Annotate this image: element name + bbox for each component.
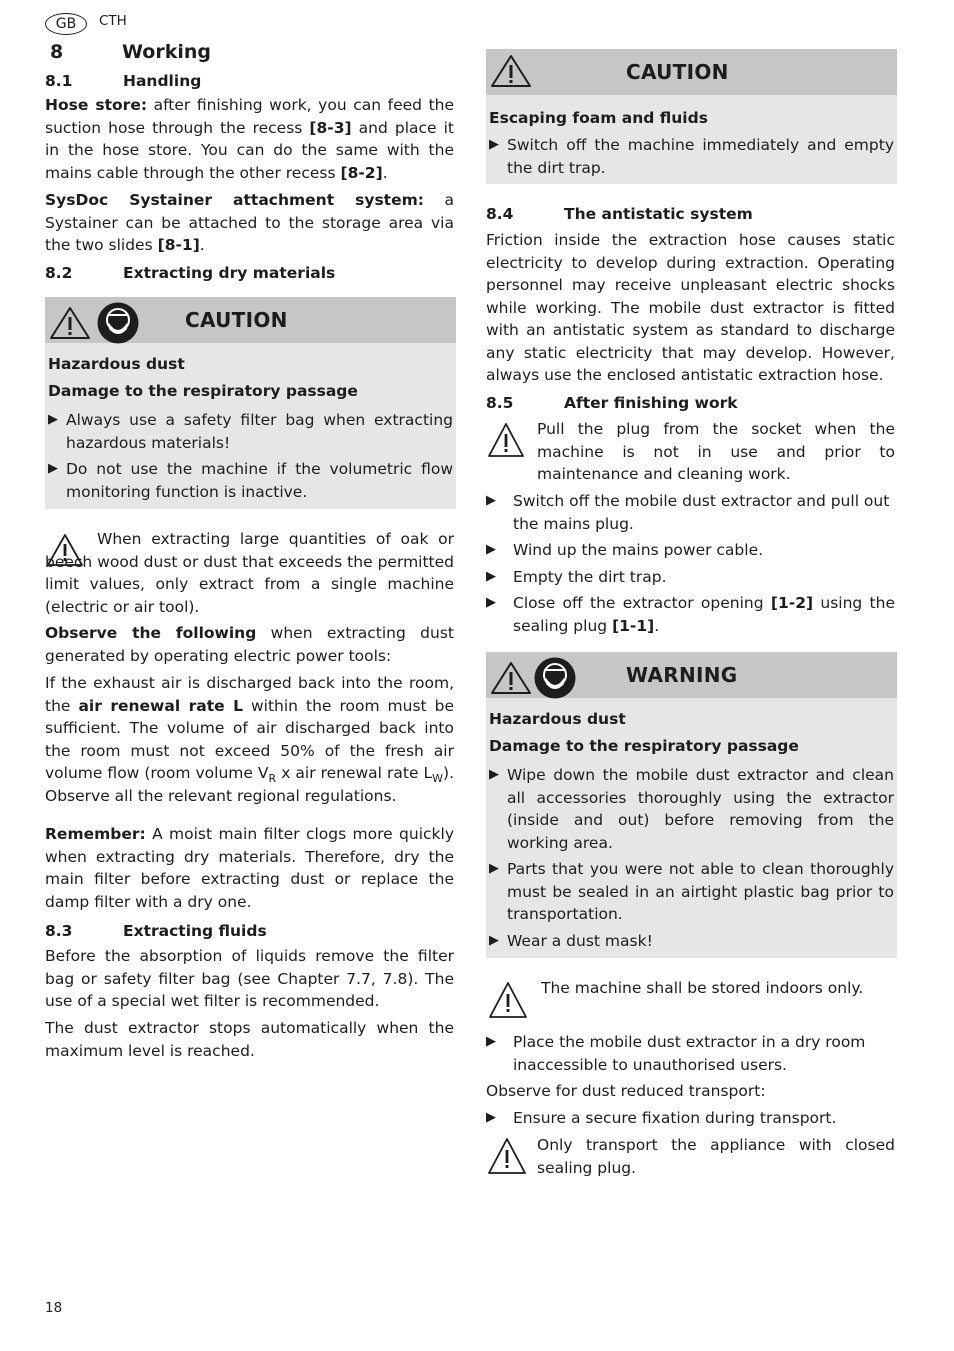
subsection-heading-8-4 (486, 203, 753, 225)
icon-row (48, 301, 140, 345)
bullet-arrow-icon: ▶ (486, 1110, 496, 1125)
bullet-arrow-icon: ▶ (489, 767, 499, 782)
paragraph-text: and place it in the hose store. You can do the same with the mains cable through the other recess (45, 118, 454, 182)
hazard-type: Hazardous dust (489, 710, 626, 728)
icon-row (489, 656, 577, 700)
figure-reference: [1-1] (612, 616, 655, 635)
paragraph-text: . (199, 236, 205, 254)
paragraph-text: If the exhaust air is discharged back into the room, the (45, 674, 454, 715)
bullet-arrow-icon: ▶ (48, 461, 58, 476)
bullet-arrow-icon: ▶ (489, 861, 499, 876)
step-text: Ensure a secure fixation during transport. (513, 1109, 837, 1127)
hose-store-paragraph (45, 94, 454, 184)
paragraph-text: after finishing work, you can feed the suction hose through the recess (45, 96, 455, 137)
warning-bullet (489, 858, 894, 926)
bullet-text: Wear a dust mask! (507, 931, 653, 950)
warning-triangle-icon (486, 1136, 528, 1176)
bullet-arrow-icon: ▶ (489, 137, 499, 152)
transport-note: Only transport the appliance with closed sealing plug. (537, 1136, 895, 1177)
bullet-arrow-icon: ▶ (486, 542, 496, 557)
caution-bullet (489, 134, 894, 179)
hazard-consequence: Damage to the respiratory passage (48, 382, 358, 400)
caution-box (45, 297, 456, 509)
hazard-type: Escaping foam and fluids (489, 109, 708, 127)
bullet-text: Do not use the machine if the volumetric flow monitoring function is inactive. (66, 460, 453, 501)
antistatic-paragraph: Friction inside the extraction hose causes static electricity to develop during extraction. Operating personnel may receive unpleasant electric shocks while working. The mobile dust extractor is fitted with an antistatic system as standard to discharge any static electricity that may develop. However, always use the enclosed antistatic extraction hose. (486, 231, 895, 384)
sysdoc-paragraph (45, 189, 454, 257)
bullet-text: Switch off the machine immediately and empty the dirt trap. (507, 136, 894, 177)
subsection-number: 8.4 (486, 205, 514, 223)
subsection-heading-8-1 (45, 70, 201, 92)
respirator-mask-icon (533, 656, 577, 700)
paragraph-lead: Hose store: (45, 96, 148, 114)
subsection-number: 8.1 (45, 72, 73, 90)
bullet-text: Wipe down the mobile dust extractor and clean all accessories thoroughly using the extractor (inside and out) before removing from the working area. (507, 766, 894, 852)
warning-triangle-icon (489, 660, 533, 696)
caution-box-body (486, 95, 897, 185)
subsection-title: Extracting dry materials (123, 264, 336, 282)
paragraph-lead: Remember: (45, 825, 146, 843)
step-text (513, 592, 895, 637)
warning-box-header (486, 652, 897, 698)
step-text: Switch off the mobile dust extractor and pull out the mains plug. (513, 492, 890, 533)
step-text: Wind up the mains power cable. (513, 541, 764, 559)
step-text-part: Close off the extractor opening (513, 594, 771, 612)
caution-bullet (48, 409, 453, 454)
paragraph-lead: Observe the following (45, 624, 257, 642)
warning-bullet (489, 930, 894, 953)
caution-title: CAUTION (626, 59, 729, 84)
paragraph-text: within the room must be sufficient. The volume of air discharged back into the room must not exceed 50% of the fresh air volume flow (room volume V (45, 696, 454, 782)
step-text-part: using the sealing plug (513, 594, 895, 635)
warning-triangle-icon (487, 980, 529, 1020)
icon-row (489, 53, 533, 89)
step-text: Place the mobile dust extractor in a dry room inaccessible to unauthorised users. (513, 1033, 866, 1074)
bullet-arrow-icon: ▶ (486, 568, 496, 584)
step-item (486, 539, 895, 562)
paragraph-text: . (382, 163, 388, 182)
model-name: CTH (99, 12, 127, 29)
language-badge: GB (45, 13, 87, 35)
bullet-text: Parts that you were not able to clean thoroughly must be sealed in an airtight plastic bag prior to transportation. (507, 860, 894, 923)
section-heading (45, 39, 211, 65)
subsection-number: 8.2 (45, 264, 73, 282)
caution-box-body (45, 343, 456, 509)
caution-box (486, 49, 897, 184)
exhaust-air-paragraph (45, 672, 454, 807)
bullet-arrow-icon: ▶ (48, 412, 58, 427)
section-number: 8 (50, 41, 64, 63)
storage-steps (486, 1027, 895, 1076)
caution-box-header (486, 49, 897, 95)
paragraph-text: ). Observe all the relevant regional regulations. (45, 764, 454, 805)
warning-triangle-icon (48, 305, 92, 341)
subsection-heading-8-2 (45, 262, 335, 284)
bullet-arrow-icon: ▶ (486, 1034, 496, 1049)
fluids-paragraph: Before the absorption of liquids remove the filter bag or safety filter bag (see Chapter 7.7, 7.8). The use of a special wet filter is recommended. (45, 947, 454, 1010)
figure-reference: [8-2] (340, 163, 383, 182)
warning-triangle-icon (486, 421, 526, 459)
figure-reference: [8-1] (157, 236, 200, 254)
subsection-number: 8.5 (486, 394, 514, 412)
respirator-mask-icon (96, 301, 140, 345)
caution-bullet (48, 458, 453, 503)
bullet-arrow-icon: ▶ (489, 932, 499, 948)
subscript: R (268, 772, 277, 786)
step-item (486, 1031, 895, 1076)
subsection-heading-8-5 (486, 392, 738, 414)
observe-paragraph (45, 622, 454, 667)
step-item (486, 592, 895, 637)
step-item (486, 1107, 895, 1130)
remember-paragraph (45, 823, 454, 913)
step-item (486, 490, 895, 535)
caution-title: CAUTION (185, 307, 288, 332)
step-item (486, 566, 895, 589)
caution-box-header (45, 297, 456, 343)
section-title: Working (122, 41, 211, 63)
step-text: Empty the dirt trap. (513, 567, 667, 586)
max-level-paragraph: The dust extractor stops automatically when the maximum level is reached. (45, 1019, 454, 1060)
bullet-text: Always use a safety filter bag when extracting hazardous materials! (66, 411, 453, 452)
transport-intro: Observe for dust reduced transport: (486, 1082, 766, 1100)
subsection-title: Extracting fluids (123, 922, 267, 940)
oak-dust-note: When extracting large quantities of oak or beech wood dust or dust that exceeds the permitted limit values, only extract from a single machine (electric or air tool). (45, 530, 454, 616)
after-work-steps (486, 486, 895, 637)
emphasis-text: air renewal rate L (78, 696, 243, 715)
warning-bullet (489, 764, 894, 854)
transport-steps (486, 1103, 895, 1130)
warning-title: WARNING (626, 662, 738, 687)
indoors-note: The machine shall be stored indoors only. (541, 979, 864, 997)
subsection-number: 8.3 (45, 922, 73, 940)
unplug-note: Pull the plug from the socket when the machine is not in use and prior to maintenance and cleaning work. (537, 420, 895, 483)
warning-box (486, 652, 897, 958)
page-header (45, 12, 127, 36)
bullet-arrow-icon: ▶ (486, 493, 496, 508)
hazard-consequence: Damage to the respiratory passage (489, 737, 799, 755)
paragraph-text: x air renewal rate L (276, 764, 433, 782)
subsection-title: Handling (123, 72, 202, 90)
paragraph-text: a Systainer can be attached to the storage area via the two slides (45, 191, 454, 254)
paragraph-text: when extracting dust generated by operating electric power tools: (45, 624, 454, 665)
subsection-heading-8-3 (45, 920, 267, 942)
figure-reference: [8-3] (309, 118, 352, 137)
bullet-arrow-icon: ▶ (486, 595, 496, 610)
paragraph-lead: SysDoc Systainer attachment system: (45, 191, 424, 209)
warning-box-body (486, 698, 897, 958)
paragraph-text: A moist main filter clogs more quickly when extracting dry materials. Therefore, dry the main filter before extracting dust or replace the damp filter with a dry one. (45, 825, 454, 911)
subsection-title: After finishing work (564, 394, 738, 412)
subsection-title: The antistatic system (564, 205, 753, 223)
figure-reference: [1-2] (770, 594, 814, 612)
hazard-type: Hazardous dust (48, 355, 185, 373)
page-number: 18 (45, 1300, 63, 1316)
subscript: W (432, 772, 444, 786)
warning-triangle-icon (489, 53, 533, 89)
step-text-part: . (654, 616, 660, 635)
